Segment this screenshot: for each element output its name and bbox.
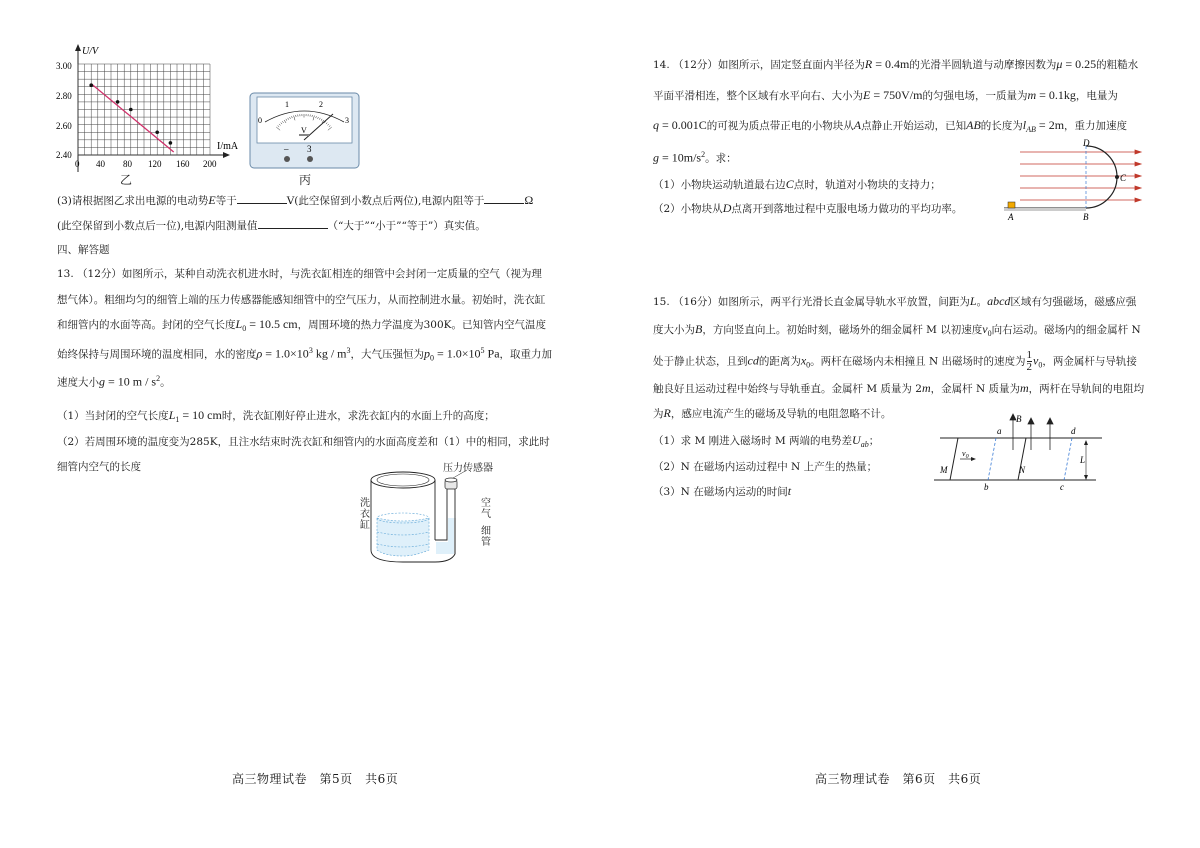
- fig-point-B: B: [1083, 212, 1089, 222]
- x-tick-120: 120: [148, 159, 162, 169]
- y-tick-300: 3.00: [56, 61, 72, 71]
- terminal-neg: [284, 156, 290, 162]
- q15-line1: 15. （16分）如图所示，两平行光滑长直金属导轨水平放置，间距为L。abcd区域有匀强磁场，磁感应强: [653, 294, 1137, 308]
- data-point: [129, 108, 133, 112]
- fig-label-d: d: [1071, 426, 1076, 436]
- fig-label-c: c: [1060, 482, 1064, 492]
- y-tick-240: 2.40: [56, 150, 72, 160]
- answer-blank-emf[interactable]: [237, 193, 287, 204]
- washing-machine-figure: [355, 458, 495, 568]
- voltmeter-bing: [249, 92, 361, 170]
- caption-yi: 乙: [120, 173, 133, 187]
- caption-bing: 丙: [299, 173, 312, 187]
- terminal-3-label: 3: [307, 144, 312, 154]
- q13-part2-line1: （2）若周围环境的温度变为285K，且注水结束时洗衣缸和细管内的水面高度差和（1）中的相同，求此时: [57, 436, 550, 448]
- q13-line3: 和细管内的水面等高。封闭的空气长度$L_0 = 10.5$ cm，周围环境的热力学温度为300K。已知管内空气温度: [57, 317, 547, 334]
- answer-blank-resistance[interactable]: [484, 193, 524, 204]
- q14-part2: （2）小物块从D点离开到落地过程中克服电场力做功的平均功率。: [653, 201, 963, 215]
- y-tick-280: 2.80: [56, 91, 72, 101]
- q15-part3: （3）N 在磁场内运动的时间t: [653, 484, 792, 498]
- x-tick-0: 0: [75, 159, 80, 169]
- fig-label-b: b: [984, 482, 989, 492]
- x-tick-160: 160: [176, 159, 190, 169]
- q14-part1: （1）小物块运动轨道最右边C点时，轨道对小物块的支持力；: [653, 177, 941, 191]
- x-tick-200: 200: [203, 159, 217, 169]
- footer-page6: 高三物理试卷 第6页 共6页: [815, 772, 982, 786]
- fit-line: [91, 84, 174, 152]
- q14-line1: 14. （12分）如图所示，固定竖直面内半径为R = 0.4m的光滑半圆轨道与动摩擦因数为μ = 0.25的粗糙水: [653, 57, 1139, 71]
- q15-line5: 为R，感应电流产生的磁场及导轨的电阻忽略不计。: [653, 406, 892, 420]
- fig-label-tube: 细管: [481, 526, 491, 548]
- meter-scale-3: 3: [345, 116, 349, 125]
- fig-label-B: B: [1016, 414, 1022, 424]
- q15-part1: （1）求 M 刚进入磁场时 M 两端的电势差$U_{ab}$；: [653, 433, 880, 450]
- y-tick-260: 2.60: [56, 121, 72, 131]
- q12-3-line2: (此空保留到小数点后一位),电源内阻测量值 （“大于”“小于”“等于”）真实值。: [57, 220, 486, 232]
- fig-label-L: L: [1080, 455, 1086, 465]
- footer-page5: 高三物理试卷 第5页 共6页: [232, 772, 399, 786]
- q13-part2-line2: 细管内空气的长度: [57, 461, 141, 473]
- x-tick-80: 80: [123, 159, 132, 169]
- terminal-neg-label: –: [284, 144, 289, 154]
- x-tick-40: 40: [96, 159, 105, 169]
- q14-line4: $g = 10m/s^2$。求：: [653, 150, 737, 165]
- terminal-3: [307, 156, 313, 162]
- fig-label-M: M: [940, 465, 948, 475]
- meter-scale-1: 1: [285, 100, 289, 109]
- fig-label-N: N: [1019, 465, 1026, 475]
- data-point: [169, 141, 173, 145]
- q12-3-line1: (3)请根据图乙求出电源的电动势E等于 V(此空保留到小数点后两位),电源内阻等于 Ω: [57, 193, 534, 207]
- q15-line4: 触良好且运动过程中始终与导轨垂直。金属杆 M 质量为 2m，金属杆 N 质量为m，两杆在导轨间的电阻均: [653, 381, 1145, 395]
- fig-label-v0: $v_0$: [962, 449, 969, 460]
- fig-label-air: 空气: [481, 498, 491, 520]
- q15-part2: （2）N 在磁场内运动过程中 N 上产生的热量；: [653, 461, 878, 473]
- fig-point-C: C: [1120, 173, 1127, 183]
- x-axis-label: I/mA: [217, 141, 239, 152]
- fig-label-a: a: [997, 426, 1002, 436]
- meter-unit: V: [301, 126, 307, 135]
- q15-rail-figure: [930, 410, 1110, 492]
- answer-blank-compare[interactable]: [258, 218, 328, 229]
- q15-line2: 度大小为B，方向竖直向上。初始时刻，磁场外的细金属杆 M 以初速度$v_0$向右运动。磁场内的细金属杆 N: [653, 322, 1141, 339]
- data-point: [116, 100, 120, 104]
- section-heading: 四、解答题: [57, 244, 110, 256]
- fig-point-A: A: [1008, 212, 1014, 222]
- q14-track-figure: [1000, 138, 1150, 228]
- q15-line3: 处于静止状态，且到cd的距离为$x_0$。两杆在磁场内未相撞且 N 出磁场时的速度为 $\frac{1}{2}$ $v_0$，两金属杆与导轨接: [653, 349, 1137, 373]
- data-point: [89, 83, 93, 87]
- y-axis-label: U/V: [82, 46, 99, 57]
- q13-line5: 速度大小g = 10 m / $s^2$。: [57, 374, 171, 389]
- data-point: [155, 130, 159, 134]
- fig-label-sensor: 压力传感器: [443, 463, 493, 474]
- q14-line2: 平面平滑相连，整个区域有水平向右、大小为E = 750V/m的匀强电场，一质量为m = 0.1kg，电量为: [653, 88, 1118, 102]
- q13-line4: 始终保持与周围环境的温度相同，水的密度$\rho = 1.0\times 10^3$ kg / $m^3$，大气压强恒为$p_0 = 1.0\times 10^5$ Pa，取重力加: [57, 346, 553, 363]
- fig-point-D: D: [1083, 138, 1090, 148]
- q13-line2: 想气体）。粗细均匀的细管上端的压力传感器能感知细管中的空气压力，从而控制进水量。初始时，洗衣缸: [57, 294, 546, 306]
- q13-line1: 13. （12分）如图所示，某种自动洗衣机进水时，与洗衣缸相连的细管中会封闭一定质量的空气（视为理: [57, 268, 542, 280]
- graph-yi: [50, 42, 239, 182]
- meter-scale-0: 0: [258, 116, 262, 125]
- fig-label-tank: 洗衣缸: [360, 498, 370, 531]
- meter-scale-2: 2: [319, 100, 323, 109]
- q13-part1: （1）当封闭的空气长度$L_1 = 10$ cm时，洗衣缸刚好停止进水，求洗衣缸内的水面上升的高度；: [57, 408, 495, 425]
- q14-line3: q = 0.001C的可视为质点带正电的小物块从A点静止开始运动，已知AB的长度为$l_{AB} = 2m$，重力加速度: [653, 118, 1128, 135]
